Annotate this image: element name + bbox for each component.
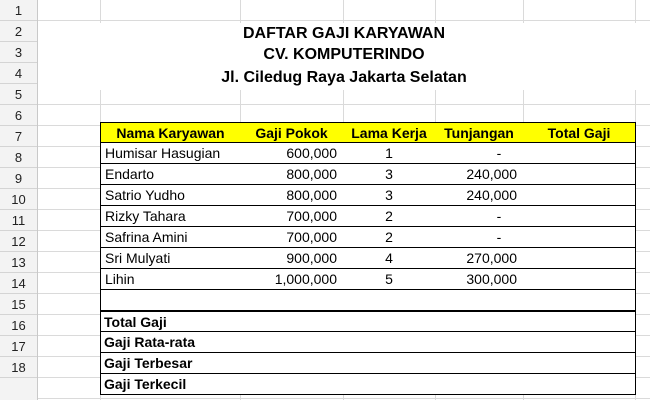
cell-lama-kerja[interactable]: 1 bbox=[343, 143, 436, 164]
cell-nama[interactable]: Sri Mulyati bbox=[100, 248, 241, 269]
blank-row[interactable] bbox=[100, 290, 636, 311]
header-gaji-pokok[interactable]: Gaji Pokok bbox=[240, 122, 344, 143]
summary-label[interactable]: Gaji Terbesar bbox=[100, 353, 524, 374]
cell-tunjangan[interactable]: - bbox=[435, 143, 524, 164]
cell-gaji-pokok[interactable]: 800,000 bbox=[240, 164, 344, 185]
header-nama-karyawan[interactable]: Nama Karyawan bbox=[100, 122, 241, 143]
summary-value[interactable] bbox=[523, 353, 636, 374]
gridline bbox=[38, 398, 650, 399]
row-number[interactable]: 1 bbox=[0, 0, 37, 21]
cell-tunjangan[interactable]: - bbox=[435, 227, 524, 248]
gridline bbox=[38, 104, 650, 105]
header-total-gaji[interactable]: Total Gaji bbox=[523, 122, 636, 143]
row-number[interactable]: 15 bbox=[0, 294, 37, 315]
header-lama-kerja[interactable]: Lama Kerja bbox=[343, 122, 436, 143]
cell-nama[interactable]: Humisar Hasugian bbox=[100, 143, 241, 164]
row-number[interactable]: 6 bbox=[0, 105, 37, 126]
row-number[interactable]: 17 bbox=[0, 336, 37, 357]
row-number[interactable]: 7 bbox=[0, 126, 37, 147]
summary-value[interactable] bbox=[523, 374, 636, 395]
row-number[interactable]: 4 bbox=[0, 63, 37, 84]
cell-total-gaji[interactable] bbox=[523, 227, 636, 248]
cell-gaji-pokok[interactable]: 600,000 bbox=[240, 143, 344, 164]
cell-lama-kerja[interactable]: 4 bbox=[343, 248, 436, 269]
title-line-2[interactable]: CV. KOMPUTERINDO bbox=[38, 44, 650, 65]
summary-value[interactable] bbox=[523, 332, 636, 353]
cell-lama-kerja[interactable]: 5 bbox=[343, 269, 436, 290]
summary-label[interactable]: Gaji Rata-rata bbox=[100, 332, 524, 353]
cell-lama-kerja[interactable]: 3 bbox=[343, 185, 436, 206]
row-number[interactable]: 9 bbox=[0, 168, 37, 189]
row-number[interactable]: 5 bbox=[0, 84, 37, 105]
cell-tunjangan[interactable]: 300,000 bbox=[435, 269, 524, 290]
cell-total-gaji[interactable] bbox=[523, 248, 636, 269]
row-number[interactable]: 18 bbox=[0, 357, 37, 378]
cell-grid bbox=[38, 0, 650, 400]
cell-gaji-pokok[interactable]: 700,000 bbox=[240, 227, 344, 248]
summary-label[interactable]: Total Gaji bbox=[100, 311, 524, 332]
gridline bbox=[38, 20, 650, 21]
row-number[interactable]: 8 bbox=[0, 147, 37, 168]
row-number[interactable]: 11 bbox=[0, 210, 37, 231]
cell-gaji-pokok[interactable]: 700,000 bbox=[240, 206, 344, 227]
cell-lama-kerja[interactable]: 3 bbox=[343, 164, 436, 185]
row-header-column bbox=[0, 0, 38, 400]
cell-lama-kerja[interactable]: 2 bbox=[343, 206, 436, 227]
row-number[interactable]: 16 bbox=[0, 315, 37, 336]
title-line-3[interactable]: Jl. Ciledug Raya Jakarta Selatan bbox=[38, 65, 650, 90]
cell-lama-kerja[interactable]: 2 bbox=[343, 227, 436, 248]
cell-tunjangan[interactable]: 270,000 bbox=[435, 248, 524, 269]
cell-total-gaji[interactable] bbox=[523, 185, 636, 206]
row-number[interactable]: 10 bbox=[0, 189, 37, 210]
row-number[interactable]: 13 bbox=[0, 252, 37, 273]
cell-nama[interactable]: Lihin bbox=[100, 269, 241, 290]
title-line-1[interactable]: DAFTAR GAJI KARYAWAN bbox=[38, 23, 650, 44]
cell-nama[interactable]: Rizky Tahara bbox=[100, 206, 241, 227]
summary-label[interactable]: Gaji Terkecil bbox=[100, 374, 524, 395]
cell-total-gaji[interactable] bbox=[523, 206, 636, 227]
row-number[interactable]: 12 bbox=[0, 231, 37, 252]
cell-total-gaji[interactable] bbox=[523, 164, 636, 185]
cell-nama[interactable]: Endarto bbox=[100, 164, 241, 185]
cell-nama[interactable]: Satrio Yudho bbox=[100, 185, 241, 206]
cell-tunjangan[interactable]: 240,000 bbox=[435, 185, 524, 206]
cell-total-gaji[interactable] bbox=[523, 269, 636, 290]
summary-value[interactable] bbox=[523, 311, 636, 332]
cell-gaji-pokok[interactable]: 900,000 bbox=[240, 248, 344, 269]
row-number[interactable]: 14 bbox=[0, 273, 37, 294]
cell-tunjangan[interactable]: - bbox=[435, 206, 524, 227]
row-number[interactable]: 2 bbox=[0, 21, 37, 42]
header-tunjangan[interactable]: Tunjangan bbox=[435, 122, 524, 143]
cell-total-gaji[interactable] bbox=[523, 143, 636, 164]
row-number[interactable]: 3 bbox=[0, 42, 37, 63]
cell-nama[interactable]: Safrina Amini bbox=[100, 227, 241, 248]
cell-gaji-pokok[interactable]: 1,000,000 bbox=[240, 269, 344, 290]
cell-tunjangan[interactable]: 240,000 bbox=[435, 164, 524, 185]
cell-gaji-pokok[interactable]: 800,000 bbox=[240, 185, 344, 206]
